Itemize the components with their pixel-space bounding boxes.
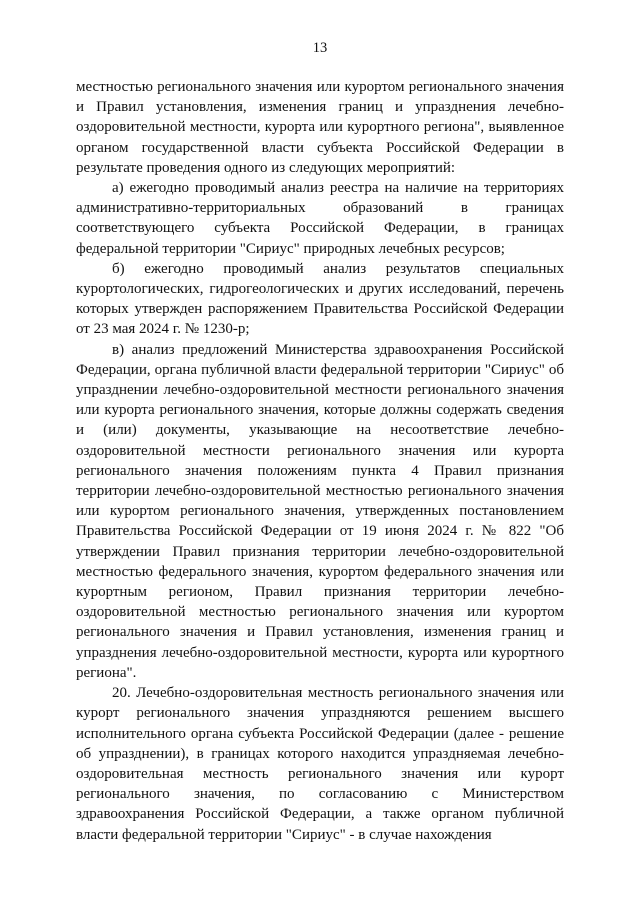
paragraph-clause-20: 20. Лечебно-оздоровительная местность регионального значения или курорт регионального значения упраздняются решением высшего исполнительного органа субъекта Российской Федерации (далее - решение об упразднении), в границах которого находится упраздняемая лечебно-оздоровительная местность регионального значения или курорт регионального значения, по согласованию с Министерством здравоохранения Российской Федерации, а также органом публичной власти федеральной территории "Сириус" - в случае нахождения [76, 685, 564, 843]
paragraph-item-b: б) ежегодно проводимый анализ результатов специальных курортологических, гидрогеологических и других исследований, перечень которых утвержден распоряжением Правительства Российской Федерации от 23 мая 2024 г. № 1230-р; [76, 260, 564, 338]
document-body [76, 77, 564, 845]
page-number: 13 [312, 40, 328, 56]
paragraph-intro-continuation: местностью регионального значения или курортом регионального значения и Правил установления, изменения границ и упразднения лечебно-оздоровительной местности, курорта или курортного региона", выявленное органом государственной власти субъекта Российской Федерации в результате проведения одного из следующих мероприятий: [76, 79, 564, 176]
paragraph-item-v: в) анализ предложений Министерства здравоохранения Российской Федерации, органа публичной власти федеральной территории "Сириус" об упразднении лечебно-оздоровительной местности регионального значения или курорта регионального значения, которые должны содержать сведения и (или) документы, указывающие на несоответствие лечебно-оздоровительной местности регионального значения или курорта регионального значения положениям пункта 4 Правил признания территории лечебно-оздоровительной местностью регионального значения или курортом регионального значения, утвержденных постановлением Правительства Российской Федерации от 19 июня 2024 г. № 822 "Об утверждении Правил признания территории лечебно-оздоровительной местностью федерального значения, курортом федерального значения или курортным регионом, Правил признания территории лечебно-оздоровительной местностью регионального значения или курортом регионального значения и Правил установления, изменения границ и упразднения лечебно-оздоровительной местности, курорта или курортного региона". [76, 341, 564, 681]
paragraph-item-a: а) ежегодно проводимый анализ реестра на наличие на территориях административно-территориальных образований в границах соответствующего субъекта Российской Федерации, в границах федеральной территории "Сириус" природных лечебных ресурсов; [76, 180, 564, 257]
